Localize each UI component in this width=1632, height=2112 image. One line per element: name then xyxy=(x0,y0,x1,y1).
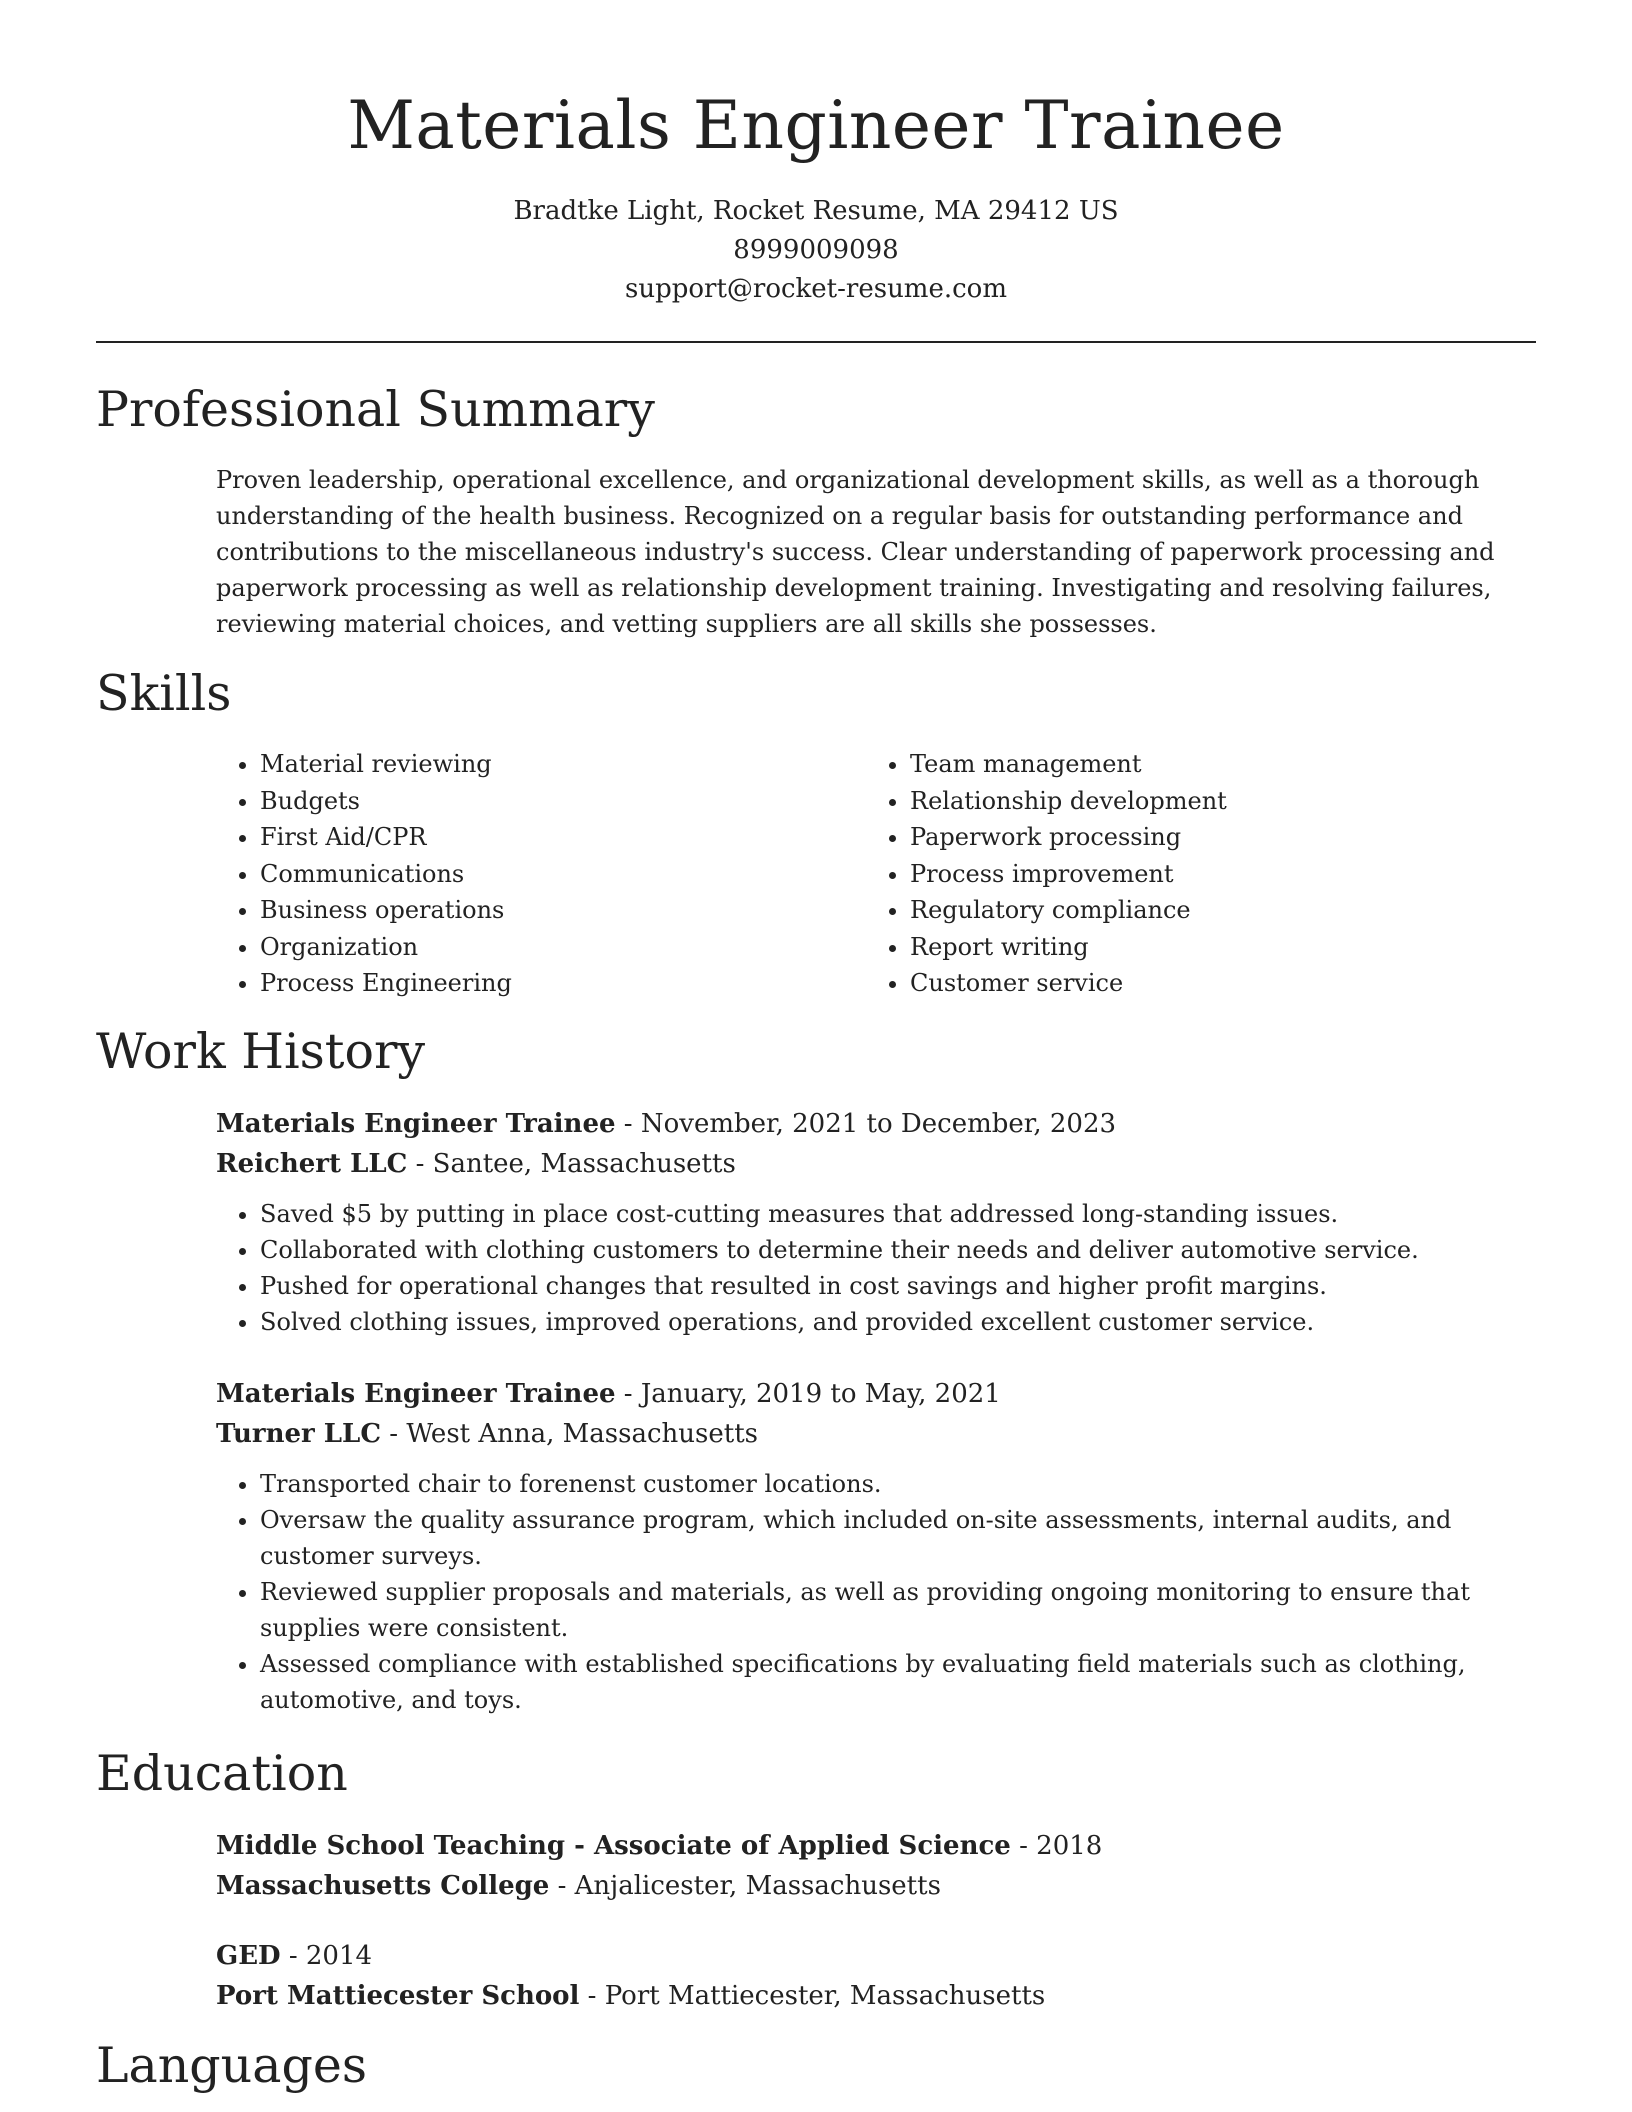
job-title-line xyxy=(216,1104,1536,1144)
job-location: - Santee, Massachusetts xyxy=(407,1149,736,1179)
education-entry xyxy=(216,1936,1536,2016)
skill-item: • Process Engineering xyxy=(260,965,860,1002)
job-dates: - November, 2021 to December, 2023 xyxy=(615,1109,1117,1139)
job-company-line xyxy=(216,1414,1536,1454)
skill-item: • First Aid/CPR xyxy=(260,819,860,856)
job-entry xyxy=(216,1374,1536,1718)
education-school-line xyxy=(216,1866,1536,1906)
job-company-line xyxy=(216,1144,1536,1184)
job-entry xyxy=(216,1104,1536,1340)
skills-heading: Skills xyxy=(96,665,232,722)
job-bullets xyxy=(216,1196,1536,1340)
job-bullets xyxy=(216,1466,1536,1718)
job-bullet: • Pushed for operational changes that resulted in cost savings and higher profit margins. xyxy=(260,1268,1536,1304)
education-location: - Anjalicester, Massachusetts xyxy=(549,1871,941,1901)
skills-column-2 xyxy=(866,746,1510,1002)
skill-item: • Organization xyxy=(260,929,860,966)
skill-item: • Report writing xyxy=(910,929,1510,966)
work-history-heading: Work History xyxy=(96,1023,426,1080)
job-title-line xyxy=(216,1374,1536,1414)
skills-column-1 xyxy=(216,746,860,1002)
job-company: Reichert LLC xyxy=(216,1149,408,1179)
education-location: - Port Mattiecester, Massachusetts xyxy=(579,1981,1046,2011)
job-bullet: • Assessed compliance with established specifications by evaluating field materials such as clothing, automotive, and toys. xyxy=(260,1646,1536,1718)
education-degree: GED xyxy=(216,1941,281,1971)
education-year: - 2014 xyxy=(280,1941,373,1971)
skill-item: • Paperwork processing xyxy=(910,819,1510,856)
languages-heading: Languages xyxy=(96,2037,367,2094)
contact-phone: 8999009098 xyxy=(733,235,899,265)
skill-item: • Team management xyxy=(910,746,1510,783)
header-divider xyxy=(96,341,1536,343)
job-position: Materials Engineer Trainee xyxy=(216,1109,616,1139)
education-school: Massachusetts College xyxy=(216,1871,550,1901)
education-degree-line xyxy=(216,1936,1536,1976)
contact-email: support@rocket-resume.com xyxy=(624,274,1007,304)
skill-item: • Business operations xyxy=(260,892,860,929)
education-degree: Middle School Teaching - Associate of Applied Science xyxy=(216,1831,1011,1861)
skill-item: • Material reviewing xyxy=(260,746,860,783)
skill-item: • Relationship development xyxy=(910,783,1510,820)
job-dates: - January, 2019 to May, 2021 xyxy=(615,1379,1001,1409)
summary-text: Proven leadership, operational excellence, and organizational development skills, as well as a thorough understanding of the health business. Recognized on a regular basis for outstanding performance and contributions to the miscellaneous industry's success. Clear understanding of paperwork processing and paperwork processing as well as relationship development training. Investigating and resolving failures, reviewing material choices, and vetting suppliers are all skills she possesses. xyxy=(216,466,1495,638)
job-bullet: • Saved $5 by putting in place cost-cutting measures that addressed long-standing issues. xyxy=(260,1196,1536,1232)
skill-item: • Customer service xyxy=(910,965,1510,1002)
resume-name: Materials Engineer Trainee xyxy=(347,87,1285,164)
education-school-line xyxy=(216,1976,1536,2016)
summary-heading: Professional Summary xyxy=(96,381,655,438)
job-company: Turner LLC xyxy=(216,1419,382,1449)
education-school: Port Mattiecester School xyxy=(216,1981,580,2011)
education-year: - 2018 xyxy=(1010,1831,1103,1861)
job-location: - West Anna, Massachusetts xyxy=(381,1419,759,1449)
education-degree-line xyxy=(216,1826,1536,1866)
skill-item: • Regulatory compliance xyxy=(910,892,1510,929)
job-bullet: • Transported chair to forenenst customer locations. xyxy=(260,1466,1536,1502)
job-bullet: • Collaborated with clothing customers to determine their needs and deliver automotive service. xyxy=(260,1232,1536,1268)
job-bullet: • Oversaw the quality assurance program, which included on-site assessments, internal audits, and customer surveys. xyxy=(260,1502,1536,1574)
contact-address: Bradtke Light, Rocket Resume, MA 29412 US xyxy=(513,196,1119,226)
job-bullet: • Solved clothing issues, improved operations, and provided excellent customer service. xyxy=(260,1304,1536,1340)
skill-item: • Budgets xyxy=(260,783,860,820)
contact-info xyxy=(96,192,1536,309)
skill-item: • Process improvement xyxy=(910,856,1510,893)
education-heading: Education xyxy=(96,1745,348,1802)
job-bullet: • Reviewed supplier proposals and materials, as well as providing ongoing monitoring to ensure that supplies were consistent. xyxy=(260,1574,1536,1646)
job-position: Materials Engineer Trainee xyxy=(216,1379,616,1409)
skill-item: • Communications xyxy=(260,856,860,893)
education-entry xyxy=(216,1826,1536,1906)
